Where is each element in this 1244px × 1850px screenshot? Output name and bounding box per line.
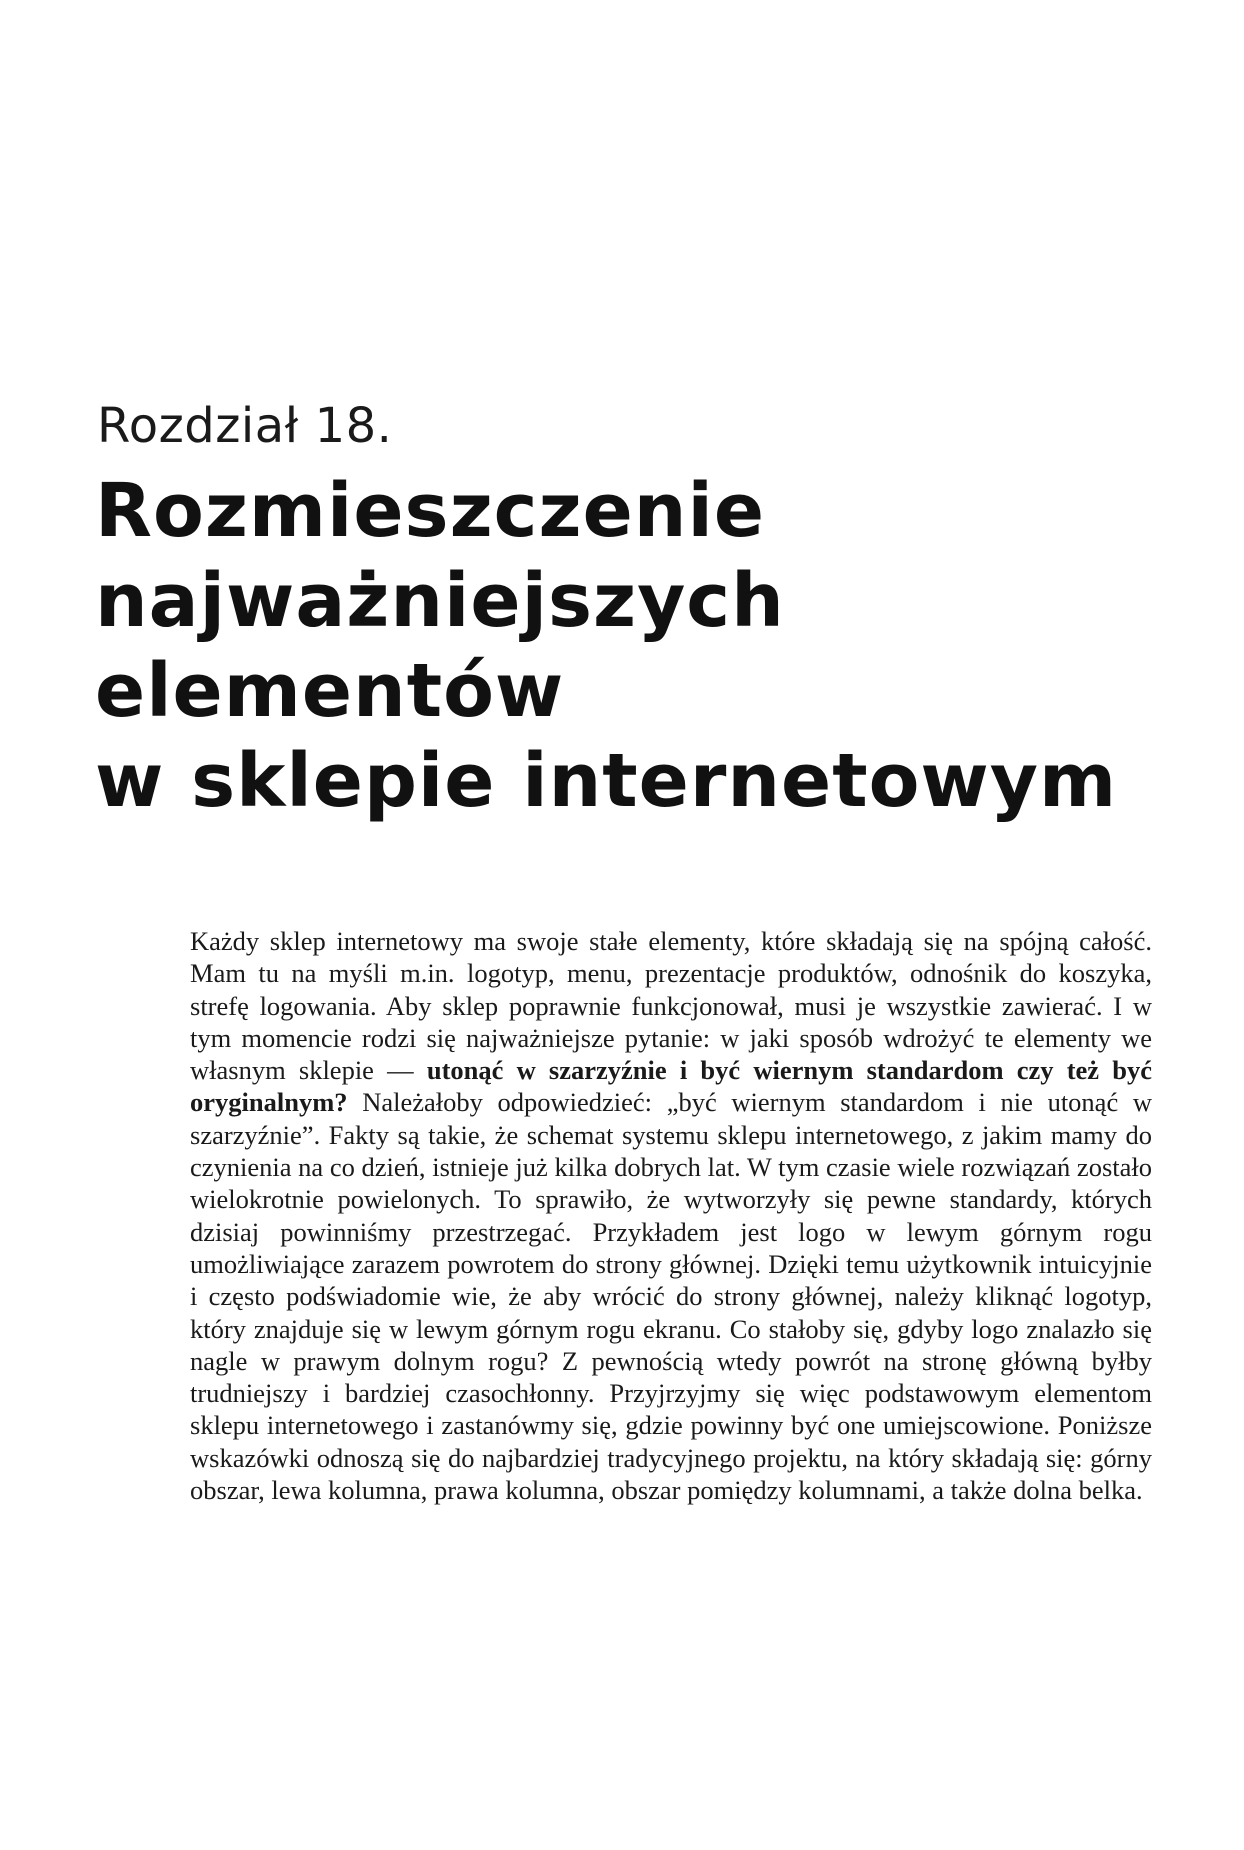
body-text-intro: Każdy sklep internetowy ma swoje stałe elementy, które składają się na spójną całość. Mam tu na myśli m.in. logotyp, menu, prezentacje produktów, odnośnik do koszyka, strefę logowania. Aby sklep poprawnie funkcjonował, musi je wszystkie zawierać. I w tym momencie rodzi się najważniejsze pytanie: w jaki sposób wdrożyć te elementy we własnym sklepie —: [190, 926, 1152, 1086]
body-text-continuation: Należałoby odpowiedzieć: „być wiernym standardom i nie utonąć w szarzyźnie”. Fakty są takie, że schemat systemu sklepu internetowego, z jakim mamy do czynienia na co dzień, istnieje już kilka dobrych lat. W tym czasie wiele rozwiązań zostało wielokrotnie powielonych. To sprawiło, że wytworzyły się pewne standardy, których dzisiaj powinniśmy przestrzegać. Przykładem jest logo w lewym górnym rogu umożliwiające zarazem powrotem do strony głównej. Dzięki temu użytkownik intuicyjnie i często podświadomie wie, że aby wrócić do strony głównej, należy kliknąć logotyp, który znajduje się w lewym górnym rogu ekranu. Co stałoby się, gdyby logo znalazło się nagle w prawym dolnym rogu? Z pewnością wtedy powrót na stronę główną byłby trudniejszy i bardziej czasochłonny. Przyjrzyjmy się więc podstawowym elementom sklepu internetowego i zastanówmy się, gdzie powinny być one umiejscowione. Poniższe wskazówki odnoszą się do najbardziej tradycyjnego projektu, na który składają się: górny obszar, lewa kolumna, prawa kolumna, obszar pomiędzy kolumnami, a także dolna belka.: [190, 1087, 1152, 1506]
chapter-number: Rozdział 18.: [97, 398, 393, 454]
chapter-title-line: Rozmieszczenie: [95, 468, 766, 554]
chapter-title: [95, 466, 1175, 826]
chapter-title-line: w sklepie internetowym: [95, 738, 1118, 824]
chapter-title-line: elementów: [95, 648, 565, 734]
chapter-title-line: najważniejszych: [95, 558, 785, 644]
body-paragraph: [190, 925, 1152, 1506]
body-text-emphasis: utonąć w szarzyźnie i być wiernym standardom czy też być oryginalnym?: [190, 1055, 1152, 1118]
